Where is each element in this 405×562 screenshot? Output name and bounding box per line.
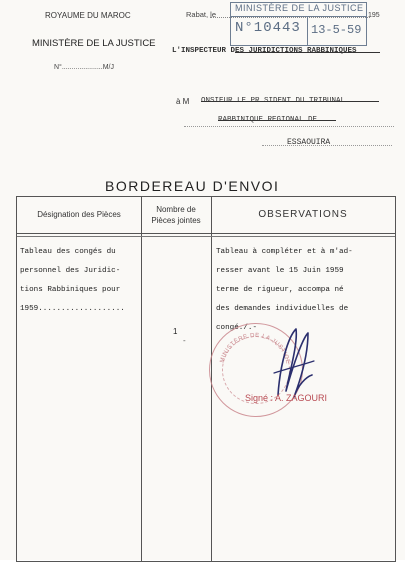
recipient-dotted-line-3: [262, 145, 392, 146]
ministry-heading: MINISTÈRE DE LA JUSTICE: [32, 38, 156, 49]
bordereau-table: [16, 196, 396, 562]
recipient-line-2: RABBINIQUE REGIONAL DE: [218, 116, 318, 124]
recipient-line-3: ESSAOUIRA: [287, 138, 331, 147]
count-value: 1: [173, 327, 178, 336]
seal-text: MINISTÈRE DE LA JUSTICE: [219, 332, 291, 365]
signee-name: Signé : A. ZAGOURI: [245, 393, 328, 403]
observation-line: des demandes individuelles de: [216, 305, 349, 313]
header-rule-double: [17, 236, 395, 237]
designation-line: Tableau des congés du: [20, 248, 116, 256]
header-rule: [17, 233, 395, 234]
designation-header: Désignation des Pièces: [37, 210, 121, 219]
recipient-line-2-strike: [218, 120, 336, 121]
sender-strikethrough: [235, 52, 380, 53]
designation-line: tions Rabbiniques pour: [20, 286, 121, 294]
stamp-title: MINISTÈRE DE LA JUSTICE: [235, 3, 364, 13]
observation-line: resser avant le 15 Juin 1959: [216, 267, 344, 275]
stamp-number: N°10443: [235, 20, 301, 36]
reference-number: N°.....................M/J: [54, 64, 114, 71]
recipient-line-1: ONSIEUR LE PR SIDENT DU TRIBUNAL: [201, 97, 346, 105]
registration-stamp: [230, 2, 367, 46]
recipient-line-1-strike: [201, 101, 379, 102]
recipient-dotted-line-2: [184, 126, 394, 127]
designation-line: 1959...................: [20, 305, 125, 313]
kingdom-heading: ROYAUME DU MAROC: [45, 11, 131, 20]
recipient-prefix: à M: [176, 97, 190, 106]
place-label: Rabat, le: [186, 10, 217, 19]
dash-mark: -: [183, 336, 186, 345]
observation-line: Tableau à compléter et à m'ad-: [216, 248, 353, 256]
stamp-date: 13-5-59: [311, 23, 362, 37]
stamp-rule: [231, 16, 366, 17]
stamp-divider: [307, 17, 308, 45]
count-header: Nombre de Pièces jointes: [151, 205, 201, 225]
observation-line: terme de rigueur, accompa né: [216, 286, 344, 294]
observation-line: congé./.-: [216, 324, 258, 332]
document-title: BORDEREAU D'ENVOI: [105, 178, 280, 194]
designation-line: personnel des Juridic-: [20, 267, 121, 275]
column-divider-1: [141, 197, 142, 561]
observations-header: OBSERVATIONS: [258, 209, 348, 220]
sender-line: L'INSPECTEUR DES JURIDICTIONS RABBINIQUES: [172, 47, 357, 55]
year-suffix: 195: [368, 12, 380, 19]
